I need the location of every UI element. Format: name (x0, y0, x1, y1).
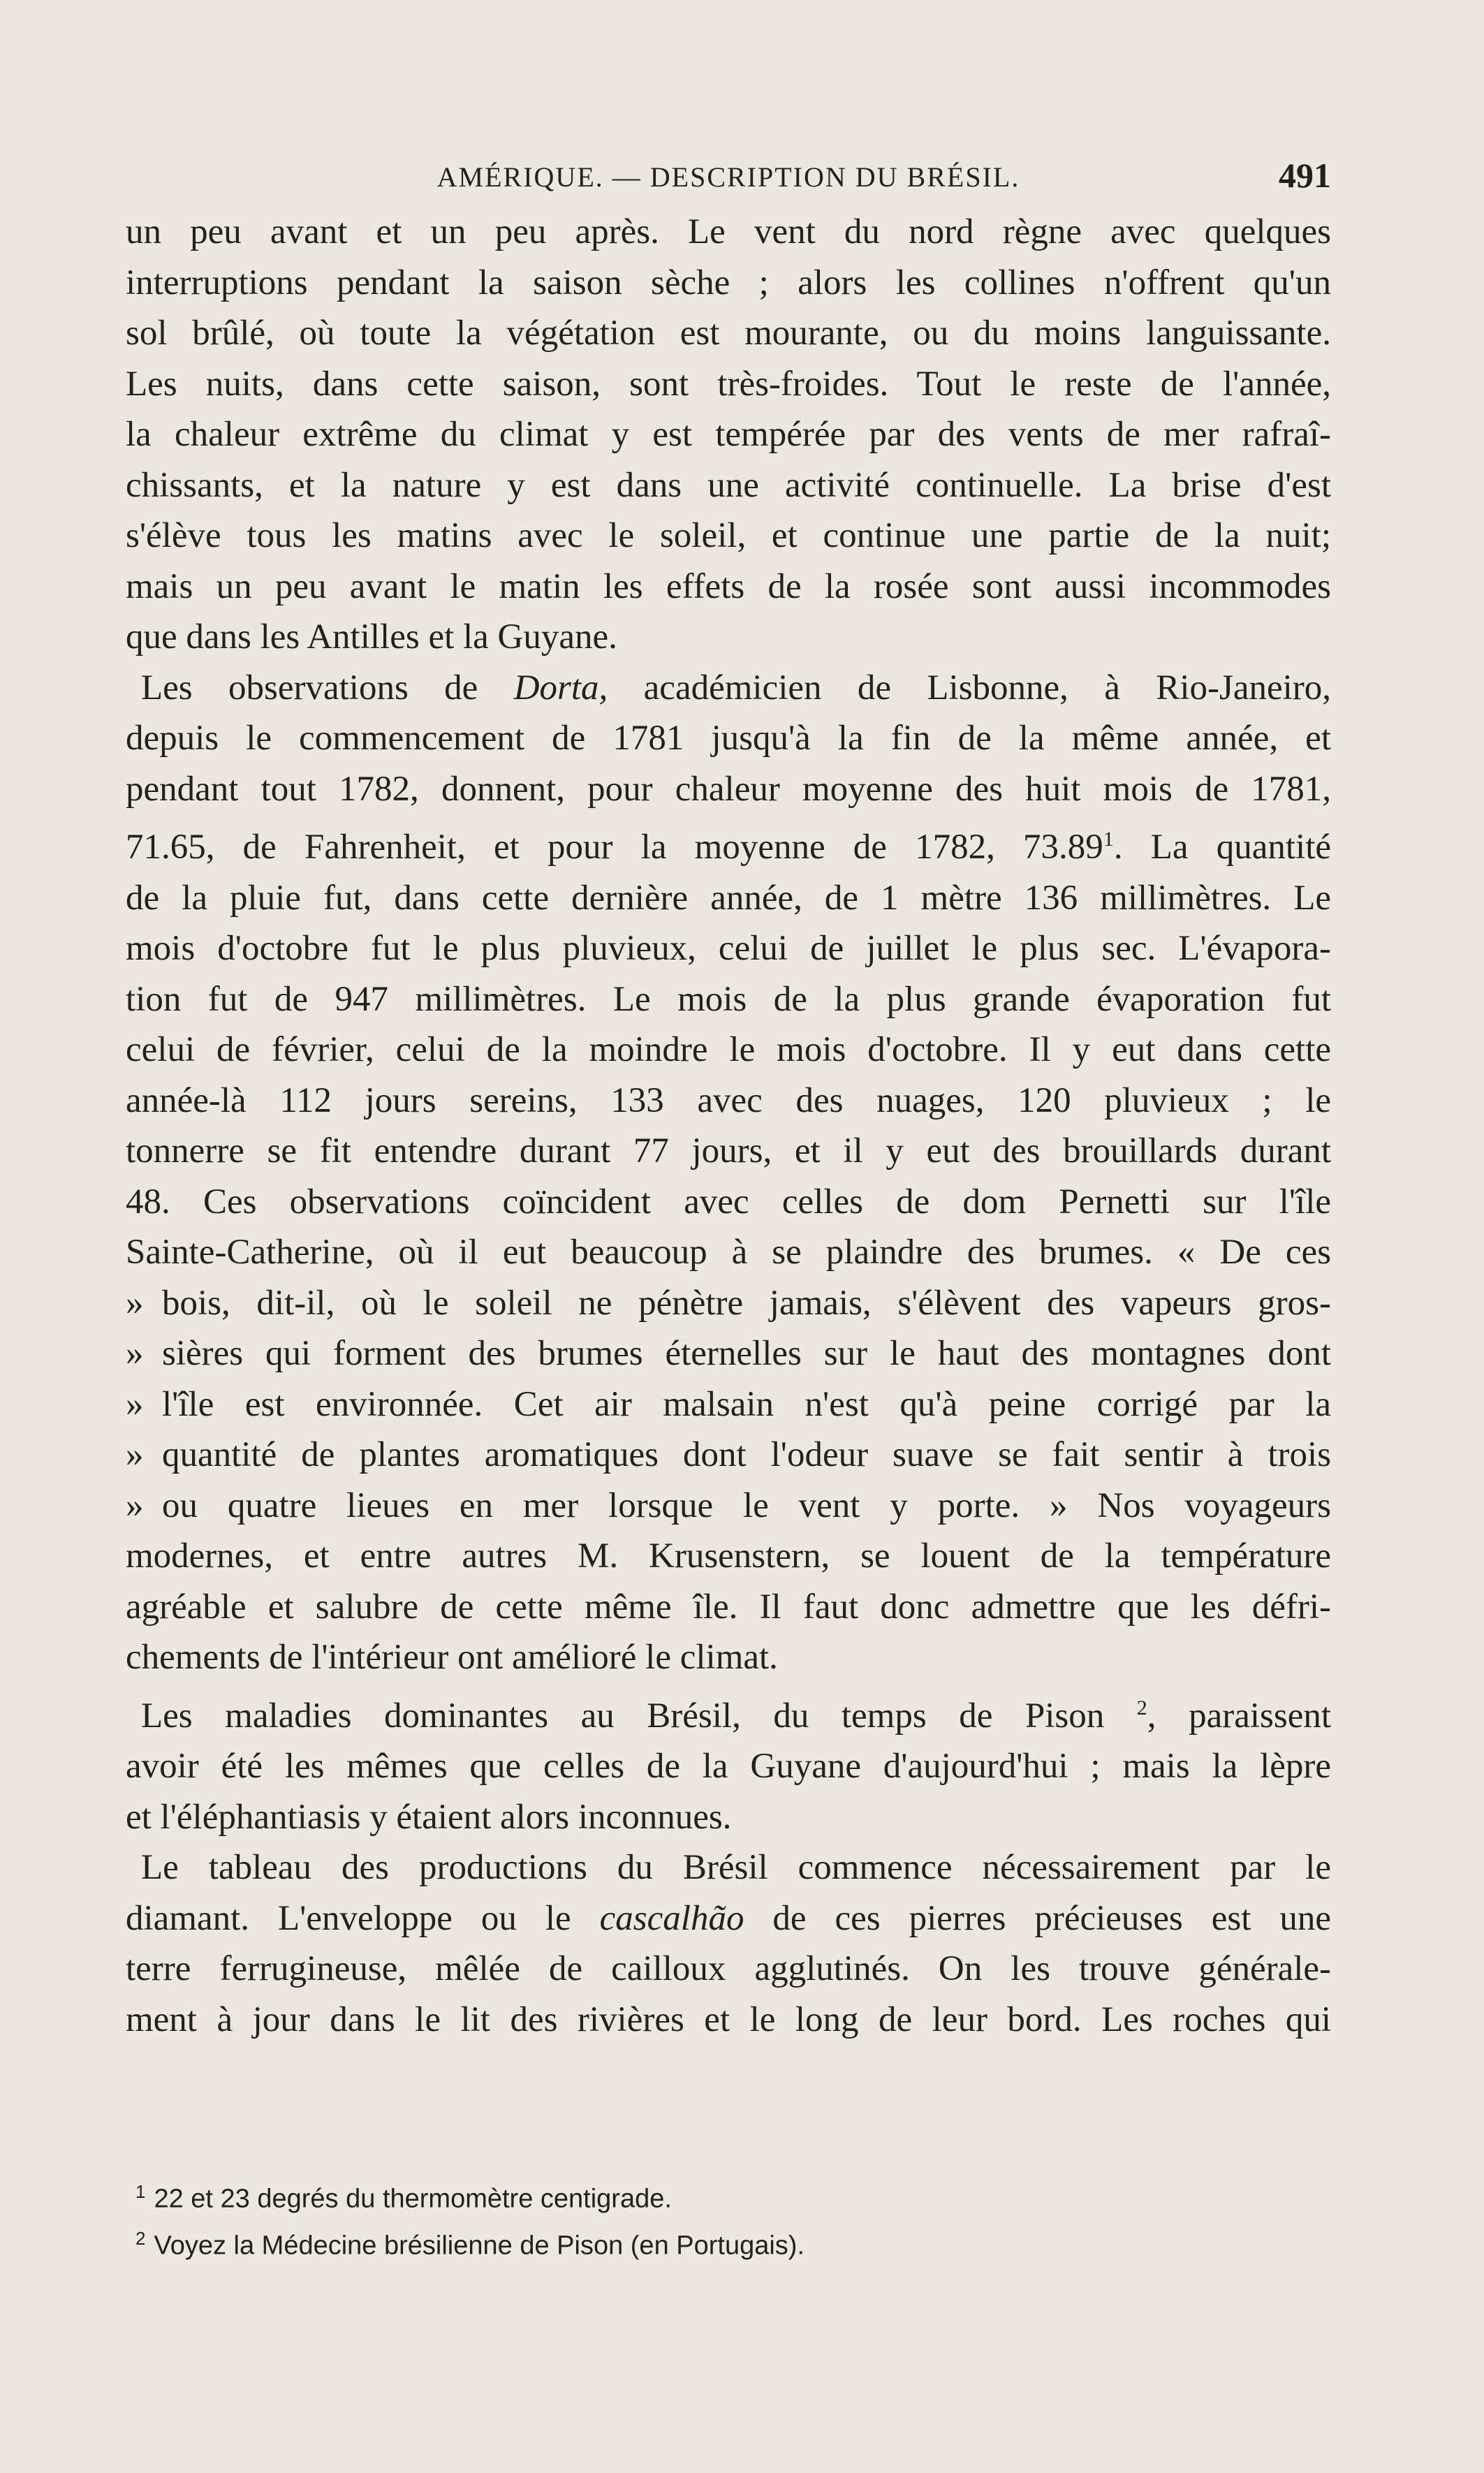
text-line (126, 663, 1331, 714)
text-line: année-là 112 jours sereins, 133 avec des nuages, 120 pluvieux ; le (126, 1080, 1331, 1120)
text-line: terre ferrugineuse, mêlée de cailloux agglutinés. On les trouve générale- (126, 1949, 1331, 1988)
text-span: sières qui forment des brumes éternelles sur le haut des montagnes dont (162, 1334, 1331, 1373)
footnote (126, 2219, 1331, 2266)
text-line: tion fut de 947 millimètres. Le mois de la plus grande évaporation fut (126, 979, 1331, 1019)
text-span: diamant. L'enveloppe ou le (126, 1898, 600, 1938)
quote-mark: » (126, 1384, 144, 1424)
text-line: mois d'octobre fut le plus pluvieux, celui de juillet le plus sec. L'évapora- (126, 929, 1331, 968)
text-line: 48. Ces observations coïncident avec celles de dom Pernetti sur l'île (126, 1182, 1331, 1221)
author-name: Dorta, (513, 668, 608, 707)
text-line: de la pluie fut, dans cette dernière année, de 1 mètre 136 millimètres. Le (126, 878, 1331, 918)
footnote-mark: 1 (135, 2181, 146, 2202)
text-span: académicien de Lisbonne, à Rio-Janeiro, (608, 668, 1331, 707)
quote-line (126, 1328, 1331, 1379)
footnote-mark: 2 (135, 2227, 146, 2249)
footnote (126, 2172, 1331, 2219)
text-line: avoir été les mêmes que celles de la Guyane d'aujourd'hui ; mais la lèpre (126, 1747, 1331, 1786)
text-line: un peu avant et un peu après. Le vent du nord règne avec quelques (126, 212, 1331, 251)
quote-mark: » (126, 1435, 144, 1474)
text-span: ou quatre lieues en mer lorsque le vent y porte. » Nos voyageurs (162, 1485, 1331, 1525)
text-span: Les maladies dominantes au Brésil, du temps de Pison (141, 1696, 1137, 1735)
text-span: , paraissent (1147, 1696, 1331, 1735)
text-span: . La quantité (1113, 828, 1331, 867)
text-span: bois, dit-il, où le soleil ne pénètre jamais, s'élèvent des vapeurs gros- (162, 1283, 1331, 1323)
quote-line (126, 1379, 1331, 1430)
text-span: l'île est environnée. Cet air malsain n'est qu'à peine corrigé par la (162, 1384, 1331, 1424)
footnote-text: 22 et 23 degrés du thermomètre centigrade. (154, 2184, 672, 2214)
quote-line (126, 1278, 1331, 1329)
page-number: 491 (1279, 156, 1331, 195)
text-span: Les observations de (141, 668, 514, 707)
quote-mark: » (126, 1485, 144, 1525)
footnote-text: Voyez la Médecine brésilienne de Pison (en Portugais). (154, 2231, 805, 2261)
footnote-ref: 2 (1136, 1696, 1147, 1719)
text-span: quantité de plantes aromatiques dont l'odeur suave se fait sentir à trois (162, 1435, 1331, 1474)
text-line: mais un peu avant le matin les effets de la rosée sont aussi incommodes (126, 566, 1331, 606)
text-span: de ces pierres précieuses est une (744, 1898, 1331, 1938)
text-line: agréable et salubre de cette même île. Il faut donc admettre que les défri- (126, 1587, 1331, 1627)
text-line: Sainte-Catherine, où il eut beaucoup à se plaindre des brumes. « De ces (126, 1233, 1331, 1272)
text-span: 71.65, de Fahrenheit, et pour la moyenne de 1782, 73.89 (126, 828, 1103, 867)
text-line (126, 1893, 1331, 1944)
quote-mark: » (126, 1334, 144, 1373)
text-line: s'élève tous les matins avec le soleil, et continue une partie de la nuit; (126, 516, 1331, 555)
footnote-ref: 1 (1103, 828, 1114, 851)
quote-line (126, 1481, 1331, 1532)
text-line: tonnerre se fit entendre durant 77 jours, et il y eut des brouillards durant (126, 1131, 1331, 1171)
running-title: AMÉRIQUE. — DESCRIPTION DU BRÉSIL. (436, 161, 1020, 193)
text-line: la chaleur extrême du climat y est tempérée par des vents de mer rafraî- (126, 415, 1331, 454)
text-line: ment à jour dans le lit des rivières et le long de leur bord. Les roches qui (126, 1999, 1331, 2039)
text-line: sol brûlé, où toute la végétation est mourante, ou du moins languissante. (126, 314, 1331, 353)
text-line: que dans les Antilles et la Guyane. (126, 617, 617, 656)
page-header (126, 155, 1331, 197)
body-text (126, 207, 1331, 2045)
quote-mark: » (126, 1283, 144, 1323)
text-line: chements de l'intérieur ont amélioré le climat. (126, 1638, 778, 1677)
text-line: Les nuits, dans cette saison, sont très-froides. Tout le reste de l'année, (126, 364, 1331, 404)
text-line: modernes, et entre autres M. Krusenstern, se louent de la température (126, 1536, 1331, 1576)
text-line: interruptions pendant la saison sèche ; alors les collines n'offrent qu'un (126, 263, 1331, 302)
text-line (126, 814, 1331, 873)
text-line (126, 1683, 1331, 1742)
footnotes (126, 2172, 1331, 2265)
text-line: et l'éléphantiasis y étaient alors inconnues. (126, 1797, 732, 1837)
text-line: Le tableau des productions du Brésil commence nécessairement par le (141, 1848, 1331, 1887)
quote-line (126, 1430, 1331, 1481)
text-line: pendant tout 1782, donnent, pour chaleur moyenne des huit mois de 1781, (126, 769, 1331, 809)
text-line: depuis le commencement de 1781 jusqu'à la fin de la même année, et (126, 719, 1331, 758)
term-italic: cascalhão (599, 1898, 744, 1938)
text-line: chissants, et la nature y est dans une activité continuelle. La brise d'est (126, 465, 1331, 505)
text-line: celui de février, celui de la moindre le mois d'octobre. Il y eut dans cette (126, 1030, 1331, 1069)
